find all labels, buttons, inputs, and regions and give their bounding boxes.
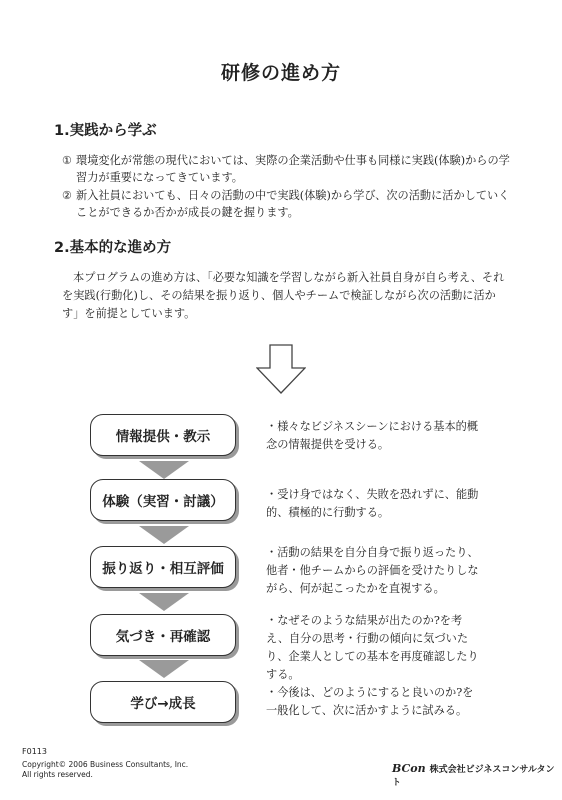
down-triangle-icon [139,660,189,678]
copyright-line: Copyright© 2006 Business Consultants, Inc. [22,760,189,769]
list-item [62,187,510,221]
down-triangle-icon [139,526,189,544]
section-heading-1: 1.実践から学ぶ [54,123,157,139]
logo-mark: BCon [392,762,426,775]
item-number: ① [62,154,73,167]
step-box-reflection [90,546,236,588]
step-description: ・なぜそのような結果が出たのか?を考え、自分の思考・行動の傾向に気づいたり、企業人としての基本を再度確認したりする。 [266,614,479,681]
step-label: 気づき・再確認 [115,629,211,645]
form-code: F0113 [22,747,47,756]
step-label: 体験（実習・討議） [102,494,224,510]
step-box-experience [90,479,236,521]
step-box-growth [90,681,236,723]
step-label: 学び→成長 [130,696,196,712]
item-text: 環境変化が常態の現代においては、実際の企業活動や仕事も同様に実践(体験)からの学習力が重要になってきています。 [76,154,510,184]
section-heading-2: 2.基本的な進め方 [54,240,172,256]
step-description: ・様々なビジネスシーンにおける基本的概念の情報提供を受ける。 [266,420,479,451]
list-item [62,152,510,186]
down-triangle-icon [139,461,189,479]
company-name: 株式会社ビジネスコンサルタント [392,765,555,788]
step-box-information [90,414,236,456]
step-box-awareness [90,614,236,656]
step-description: ・今後は、どのようにすると良いのか?を一般化して、次に活かすように試みる。 [266,686,474,717]
copyright [22,760,188,779]
step-description: ・受け身ではなく、失敗を恐れずに、能動的、積極的に行動する。 [266,488,479,519]
page-title: 研修の進め方 [220,62,341,84]
down-triangle-icon [139,593,189,611]
copyright-line: All rights reserved. [22,769,93,779]
step-label: 情報提供・教示 [115,429,211,445]
item-text: 新入社員においても、日々の活動の中で実践(体験)から学び、次の活動に活かしていくことができるか否かが成長の鍵を握ります。 [76,189,510,219]
step-label: 振り返り・相互評価 [102,561,224,577]
section-paragraph: 本プログラムの進め方は、「必要な知識を学習しながら新入社員自身が自ら考え、それを実践(行動化)し、その結果を振り返り、個人やチームで検証しながら次の活動に活かす」を前提としています。 [62,271,505,320]
step-description: ・活動の結果を自分自身で振り返ったり、他者・他チームからの評価を受けたりしながら、何が起こったかを直視する。 [266,546,479,595]
item-number: ② [62,189,73,202]
company-logo [392,762,562,788]
down-arrow-icon [256,344,306,394]
